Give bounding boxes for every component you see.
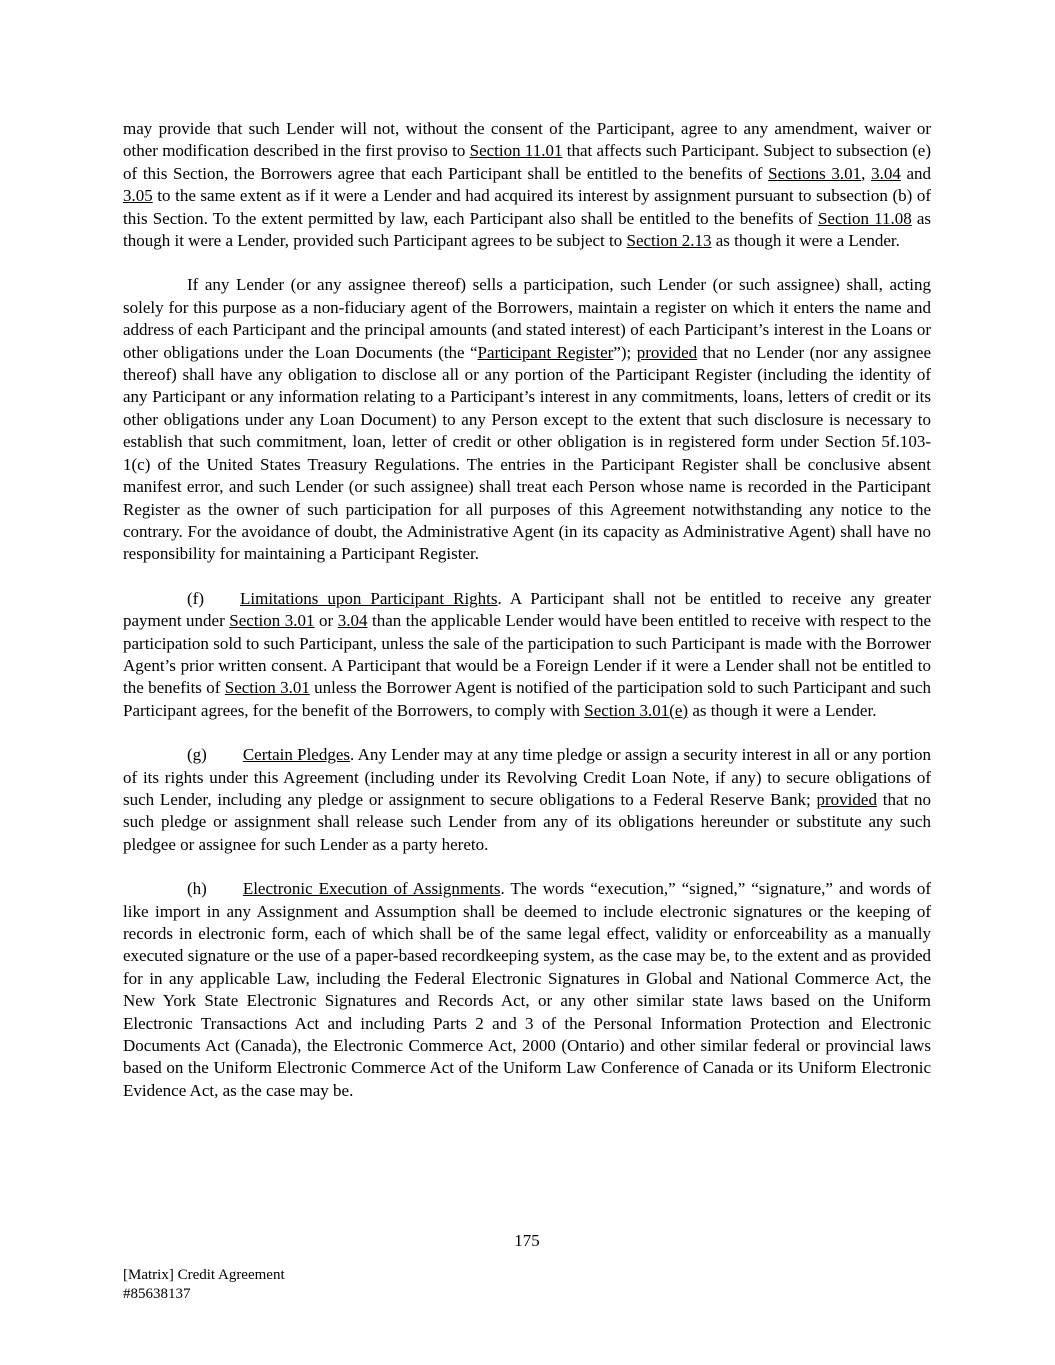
para-h-electronic-execution-of-assignments (123, 878, 931, 1102)
underlined-text: Participant Register (477, 342, 614, 362)
para-f-limitations-upon-participant-rights (123, 588, 931, 722)
text-run: . The words “execution,” “signed,” “signature,” and words of like import in any Assignment and Assumption shall be deemed to include electronic signatures or the keeping of records in electronic form, each of which shall be of the same legal effect, validity or enforceability as a manually executed signature or the use of a paper-based recordkeeping system, as the case may be, to the extent and as provided for in any applicable Law, including the Federal Electronic Signatures in Global and National Commerce Act, the New York State Electronic Signatures and Records Act, or any other similar state laws based on the Uniform Electronic Transactions Act and including Parts 2 and 3 of the Personal Information Protection and Electronic Documents Act (Canada), the Electronic Commerce Act, 2000 (Ontario) and other similar federal or provincial laws based on the Uniform Electronic Commerce Act of the Uniform Law Conference of Canada or its Uniform Electronic Evidence Act, as the case may be. (123, 879, 931, 1100)
footer-document-id: #85638137 (123, 1286, 191, 1302)
text-run: unless the Borrower Agent is notified of the participation sold to such Participant and such Participant agrees, for the benefit of the Borrowers, to comply with (123, 678, 931, 720)
underlined-text: 3.04 (871, 163, 901, 183)
text-run: ”); (613, 342, 637, 362)
text-run: as though it were a Lender. (711, 231, 900, 251)
document-body (123, 118, 931, 1124)
underlined-text: Limitations upon Participant Rights (239, 588, 498, 608)
text-run: as though it were a Lender, provided such Participant agrees to be subject to (123, 208, 931, 251)
text-run: that affects such Participant. Subject to subsection (e) of this Section, the Borrowers agree that each Participant shall be entitled to the benefits of (123, 141, 931, 183)
underlined-text: 3.05 (123, 186, 153, 206)
page-number: 175 (514, 1231, 540, 1250)
underlined-text: Section 3.01 (224, 678, 310, 698)
para-participant-register (123, 274, 931, 565)
text-run: as though it were a Lender. (688, 700, 877, 720)
text-run: , (861, 163, 872, 183)
para-continuation (123, 118, 931, 252)
underlined-text: Section 11.01 (469, 141, 563, 161)
text-run: that no such pledge or assignment shall release such Lender from any of its obligations hereunder or substitute any such pledgee or assignee for such Lender as a party hereto. (123, 789, 931, 854)
text-run: . Any Lender may at any time pledge or assign a security interest in all or any portion of its rights under this Agreement (including under its Revolving Credit Loan Note, if any) to secure obligations of such Lender, including any pledge or assignment to secure obligations to a Federal Reserve Bank; (123, 745, 931, 809)
text-run: If any Lender (or any assignee thereof) sells a participation, such Lender (or such assignee) shall, acting solely for this purpose as a non-fiduciary agent of the Borrowers, maintain a register on which it enters the name and address of each Participant and the principal amounts (and stated interest) of each Participant’s interest in the Loans or other obligations under the Loan Documents (the “ (123, 275, 931, 362)
underlined-text: provided (816, 789, 877, 809)
underlined-text: Certain Pledges (242, 745, 351, 765)
text-run: than the applicable Lender would have been entitled to receive with respect to the participation sold to such Participant, unless the sale of the participation to such Participant is made with the Borrower Agent’s prior written consent. A Participant that would be a Foreign Lender if it were a Lender shall not be entitled to the benefits of (123, 611, 931, 698)
document-footer (123, 1266, 285, 1304)
text-run: may provide that such Lender will not, without the consent of the Participant, agree to any amendment, waiver or other modification described in the first proviso to (123, 119, 931, 161)
underlined-text: Section 3.01(e) (584, 700, 689, 720)
underlined-text: Section 3.01 (229, 611, 315, 631)
underlined-text: provided (636, 342, 698, 362)
footer-document-title: [Matrix] Credit Agreement (123, 1267, 285, 1283)
text-run: and (900, 163, 932, 183)
underlined-text: Electronic Execution of Assignments (242, 879, 501, 899)
text-run: (f) (187, 588, 204, 608)
text-run: to the same extent as if it were a Lender and had acquired its interest by assignment pursuant to subsection (b) of this Section. To the extent permitted by law, each Participant also shall be entitled to the benefits of (123, 186, 931, 228)
text-run: (h) (187, 879, 207, 899)
text-run: . A Participant shall not be entitled to receive any greater payment under (123, 588, 931, 631)
text-run: that no Lender (nor any assignee thereof) shall have any obligation to disclose all or any portion of the Participant Register (including the identity of any Participant or any information relating to a Participant’s interest in any commitments, loans, letters of credit or its other obligations under any Loan Document) to any Person except to the extent that such disclosure is necessary to establish that such commitment, loan, letter of credit or other obligation is in registered form under Section 5f.103-1(c) of the United States Treasury Regulations. The entries in the Participant Register shall be conclusive absent manifest error, and such Lender (or such assignee) shall treat each Person whose name is recorded in the Participant Register as the owner of such participation for all purposes of this Agreement notwithstanding any notice to the contrary. For the avoidance of doubt, the Administrative Agent (in its capacity as Administrative Agent) shall have no responsibility for maintaining a Participant Register. (123, 342, 931, 564)
text-run: or (314, 611, 338, 631)
text-run: (g) (187, 745, 207, 765)
para-g-certain-pledges (123, 744, 931, 856)
underlined-text: 3.04 (337, 611, 368, 631)
underlined-text: Sections 3.01 (768, 163, 862, 183)
underlined-text: Section 2.13 (626, 231, 712, 251)
underlined-text: Section 11.08 (817, 208, 912, 228)
